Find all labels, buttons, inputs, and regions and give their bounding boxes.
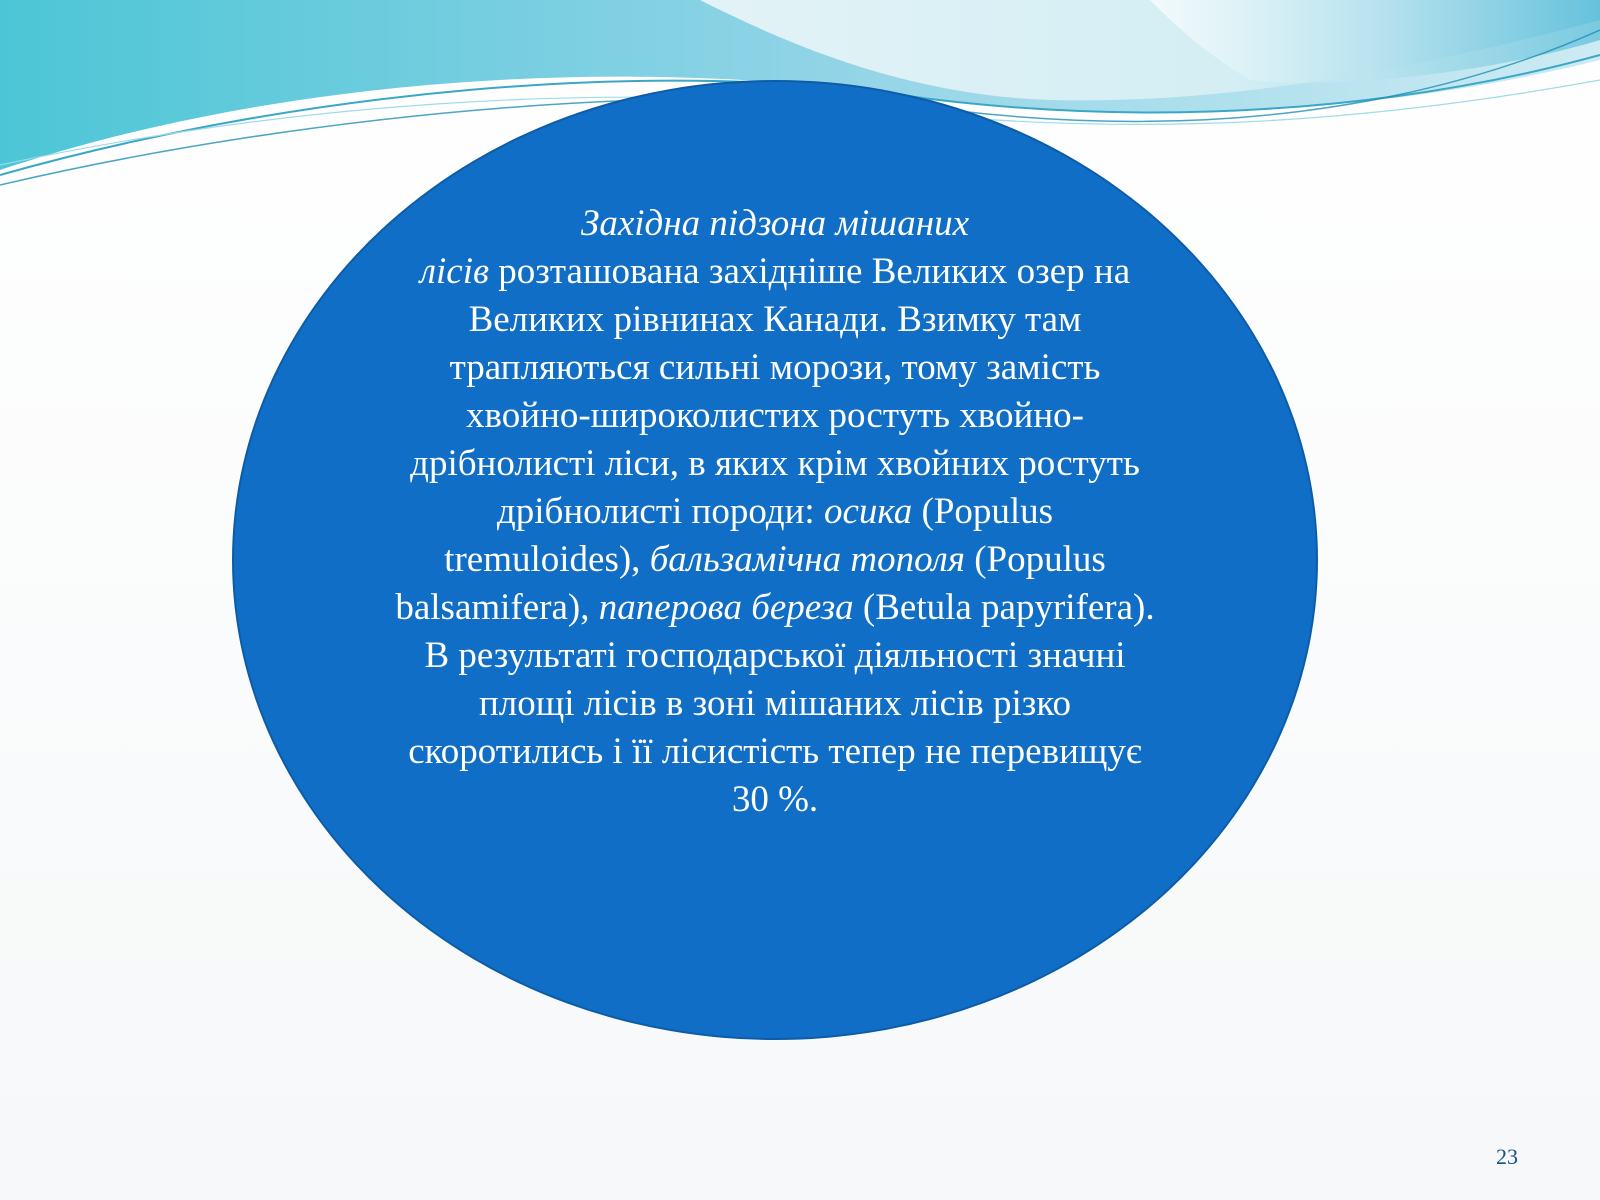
- italic-term-subzone-part1: Західна підзона мішаних: [581, 203, 969, 244]
- italic-term-paper-birch: паперова береза: [598, 587, 854, 628]
- italic-term-aspen: осика: [823, 491, 913, 532]
- body-paragraph: [395, 200, 1155, 824]
- italic-term-subzone-part2: лісів: [419, 251, 490, 292]
- italic-term-balsam-poplar: бальзамічна тополя: [649, 539, 965, 580]
- text-run-poplar-latin: (Populus balsamifera),: [395, 539, 1106, 628]
- text-run-aspen-latin: (Populus tremuloides),: [444, 491, 1054, 580]
- page-number: 23: [1496, 1144, 1518, 1169]
- text-run-description: розташована західніше Великих озер на Великих рівнинах Канади. Взимку там трапляються сильні морози, тому замість хвойно-широколистих ростуть хвойно-дрібнолисті ліси, в яких крім хвойних ростуть дрібнолисті породи:: [410, 251, 1140, 532]
- text-run-conclusion: (Betula papyrifera). В результаті господарської діяльності значні площі лісів в зоні мішаних лісів різко скоротились і її лісистість тепер не перевищує 30 %.: [408, 587, 1155, 820]
